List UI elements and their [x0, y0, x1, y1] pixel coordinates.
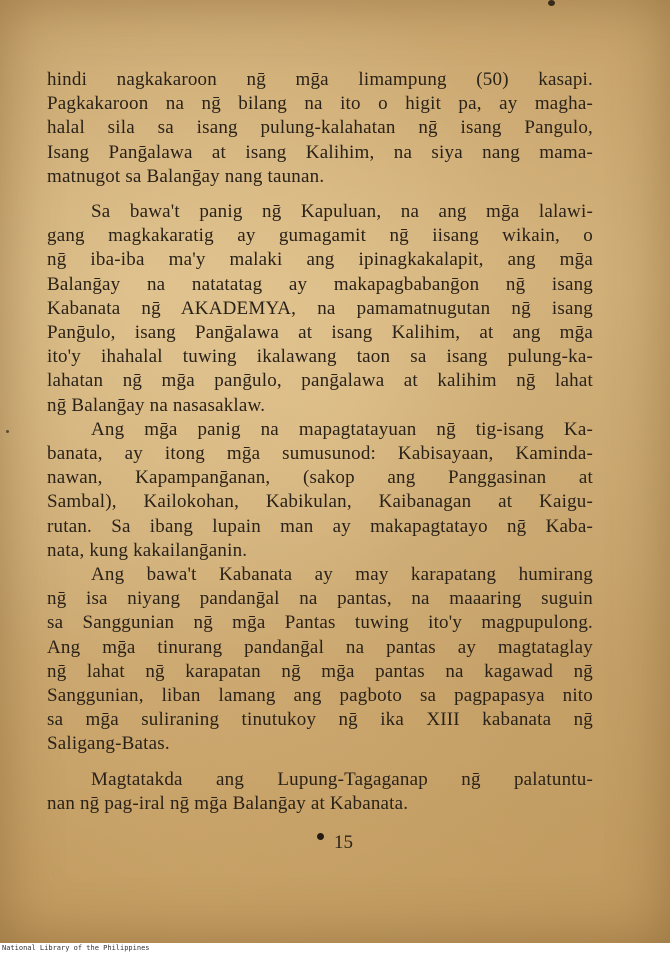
text-line: gang magkakaratig ay gumagamit nḡ iisang wikain, o	[47, 225, 593, 247]
text-line: Isang Panḡalawa at isang Kalihim, na siya nang mama-	[47, 141, 593, 163]
page-number-row	[0, 832, 670, 854]
footer-bar	[0, 943, 670, 953]
text-line: Ang bawa't Kabanata ay may karapatang humirang	[91, 564, 593, 586]
paragraph-1	[47, 68, 593, 189]
text-line: Sanggunian, liban lamang ang pagboto sa pagpapasya nito	[47, 685, 593, 707]
text-line: halal sila sa isang pulung-kalahatan nḡ isang Pangulo,	[47, 117, 593, 139]
text-line: Sa bawa't panig nḡ Kapuluan, na ang mḡa lalawi-	[91, 201, 593, 223]
paragraph-5	[47, 768, 593, 816]
text-line: banata, ay itong mḡa sumusunod: Kabisayaan, Kaminda-	[47, 443, 593, 465]
text-line: Magtatakda ang Lupung-Tagaganap nḡ palatuntu-	[91, 768, 593, 790]
text-line: Kabanata nḡ AKADEMYA, na pamamatnugutan nḡ isang	[47, 297, 593, 319]
text-line: nḡ iba-iba ma'y malaki ang ipinagkakalapit, ang mḡa	[47, 249, 593, 271]
text-line: nata, kung kakailanḡanin.	[47, 539, 248, 561]
text-line: Sambal), Kailokohan, Kabikulan, Kaibanagan at Kaigu-	[47, 491, 593, 513]
text-line: nḡ Balanḡay na nasasaklaw.	[47, 394, 266, 416]
text-line: hindi nagkakaroon nḡ mḡa limampung (50) kasapi.	[47, 69, 593, 90]
paragraph-4	[47, 563, 593, 757]
body-text	[47, 68, 593, 816]
text-line: rutan. Sa ibang lupain man ay makapagtatayo nḡ Kaba-	[47, 515, 593, 537]
footer-credit: National Library of the Philippines	[2, 944, 150, 952]
text-line: Ang mḡa tinurang pandanḡal na pantas ay magtataglay	[47, 636, 593, 658]
text-line: nḡ isa niyang pandanḡal na pantas, na maaaring suguin	[47, 588, 593, 610]
text-line: sa Sanggunian nḡ mḡa Pantas tuwing ito'y magpupulong.	[47, 612, 593, 634]
text-line: nawan, Kapampanḡanan, (sakop ang Panggasinan at	[47, 467, 593, 489]
text-line: lahatan nḡ mḡa panḡulo, panḡalawa at kalihim nḡ lahat	[47, 370, 593, 392]
bullet-dot-icon	[317, 833, 324, 840]
text-line: ito'y ihahalal tuwing ikalawang taon sa isang pulung-ka-	[47, 346, 593, 368]
text-line: Balanḡay na natatatag ay makapagbabanḡon nḡ isang	[47, 273, 593, 295]
text-line: Pagkakaroon na nḡ bilang na ito o higit pa, ay magha-	[47, 93, 593, 115]
text-line: matnugot sa Balanḡay nang taunan.	[47, 165, 325, 187]
ink-speck	[6, 430, 9, 433]
text-line: Saligang-Batas.	[47, 733, 170, 755]
text-line: Panḡulo, isang Panḡalawa at isang Kalihim, at ang mḡa	[47, 322, 593, 344]
text-line: Ang mḡa panig na mapagtatayuan nḡ tig-isang Ka-	[91, 418, 593, 440]
text-line: sa mḡa suliraning tinutukoy nḡ ika XIII kabanata nḡ	[47, 709, 593, 731]
page-number: 15	[334, 832, 353, 853]
paragraph-2	[47, 200, 593, 418]
paragraph-3	[47, 418, 593, 563]
text-line: nan nḡ pag-iral nḡ mḡa Balanḡay at Kabanata.	[47, 792, 409, 814]
text-line: nḡ lahat nḡ karapatan nḡ mḡa pantas na kagawad nḡ	[47, 660, 593, 682]
ink-speck	[548, 0, 555, 6]
